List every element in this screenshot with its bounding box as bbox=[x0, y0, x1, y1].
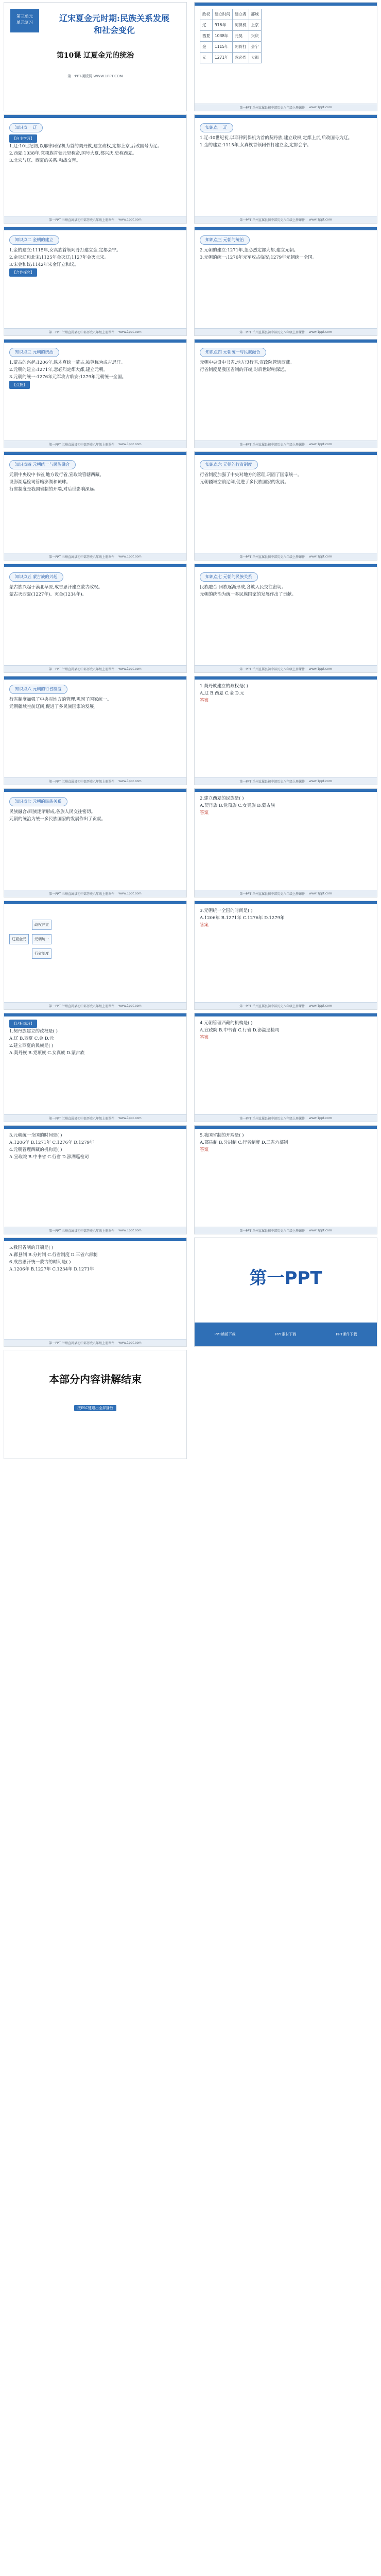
text-line: 1.蒙古的兴起:1206年,铁木真统一蒙古,被尊称为成吉思汗。 bbox=[9, 360, 126, 365]
slide-footer: 第一PPT 兰州直属县初中部历史八年级上册课件 www.1ppt.com bbox=[195, 440, 377, 448]
right-column bbox=[190, 0, 381, 1350]
text-line: 元朝中央设中书省,地方设行省,宣政院管辖西藏。 bbox=[9, 472, 104, 478]
text-line: 1.辽:10世纪初,以耶律阿保机为首的契丹族,建立政权,定都上京,后改国号为辽。 bbox=[9, 144, 162, 149]
ppt-banner bbox=[195, 1323, 377, 1346]
slide-sec6 bbox=[4, 676, 187, 785]
slide-table bbox=[194, 2, 377, 111]
slide-footer: 第一PPT 兰州直属县初中部历史八年级上册课件 www.1ppt.com bbox=[4, 890, 186, 897]
slide-r4 bbox=[194, 339, 377, 448]
text-line: 民族融合:回族逐渐形成,各族人民交往密切。 bbox=[9, 809, 96, 815]
table-cell: 元昊 bbox=[233, 31, 249, 42]
slide-footer: 第一PPT 兰州直属县初中部历史八年级上册课件 www.1ppt.com bbox=[195, 1227, 377, 1234]
ppt-link[interactable]: PPT素材下载 bbox=[275, 1332, 297, 1336]
text-line: 行省制度加强了中央对地方的管理,巩固了国家统一。 bbox=[200, 472, 302, 478]
answer-label: 答案 bbox=[200, 698, 209, 703]
slide-footer: 第一PPT 兰州直属县初中部历史八年级上册课件 www.1ppt.com bbox=[195, 328, 377, 335]
question: 5.我国省制的开端是( ) bbox=[9, 1245, 54, 1250]
slide-footer: 第一PPT 兰州直属县初中部历史八年级上册课件 www.1ppt.com bbox=[4, 440, 186, 448]
slide-mindmap bbox=[4, 901, 187, 1010]
text-line: 1.金的建立:1115年,女真族首领阿骨打建立金,定都会宁。 bbox=[9, 248, 121, 253]
question: 2.建立西夏的民族是( ) bbox=[200, 796, 244, 801]
slide-footer: 第一PPT 兰州直属县初中部历史八年级上册课件 www.1ppt.com bbox=[195, 777, 377, 785]
section-heading: 知识点七 元朝的民族关系 bbox=[200, 572, 258, 582]
exercise-tag: 【达标练习】 bbox=[9, 1020, 37, 1028]
options: A.郡县制 B.分封制 C.行省制度 D.三省六部制 bbox=[9, 1252, 98, 1258]
table-cell: 1115年 bbox=[213, 42, 233, 53]
section-heading: 知识点一 辽 bbox=[9, 123, 43, 132]
slide-footer: 第一PPT 兰州直属县初中部历史八年级上册课件 www.1ppt.com bbox=[4, 216, 186, 223]
mind-center: 辽夏金元 bbox=[9, 934, 29, 944]
question: 2.建立西夏的民族是( ) bbox=[9, 1043, 54, 1048]
slide-r8 bbox=[194, 788, 377, 897]
slide-footer: 第一PPT 兰州直属县初中部历史八年级上册课件 www.1ppt.com bbox=[4, 777, 186, 785]
text-line: 元朝的统治为统一多民族国家的发展作出了贡献。 bbox=[200, 592, 297, 597]
options: A.1206年 B.1227年 C.1234年 D.1271年 bbox=[9, 1267, 94, 1272]
text-line: 3.宋金和议:1142年宋金订立和议。 bbox=[9, 262, 79, 267]
slide-r10 bbox=[194, 1013, 377, 1122]
slide-footer: 第一PPT 兰州直属县初中部历史八年级上册课件 www.1ppt.com bbox=[195, 216, 377, 223]
slide-r7 bbox=[194, 676, 377, 785]
table-row bbox=[200, 20, 262, 31]
point-tag: 【点拨】 bbox=[9, 381, 30, 389]
options: A.1206年 B.1271年 C.1276年 D.1279年 bbox=[9, 1140, 94, 1145]
slide-end bbox=[4, 1350, 187, 1459]
table-cell: 辽 bbox=[200, 20, 213, 31]
mind-node: 政权并立 bbox=[32, 920, 51, 930]
slide-r5 bbox=[194, 451, 377, 561]
text-line: 1.金的建立:1115年,女真族首领阿骨打建立金,定都会宁。 bbox=[200, 143, 311, 148]
table-cell: 阿骨打 bbox=[233, 42, 249, 53]
text-line: 2.西夏:1038年,党项族首领元昊称帝,国号大夏,都兴庆,史称西夏。 bbox=[9, 151, 137, 156]
team-tag: 【合作探究】 bbox=[9, 268, 37, 277]
section-heading: 知识点二 金朝的建立 bbox=[9, 235, 59, 245]
slide-footer: 第一PPT 兰州直属县初中部历史八年级上册课件 www.1ppt.com bbox=[4, 328, 186, 335]
table-cell: 元 bbox=[200, 53, 213, 63]
text-line: 3.北宋与辽、西夏的关系:和战交替。 bbox=[9, 158, 81, 163]
slide-r6 bbox=[194, 564, 377, 673]
table-cell: 兴庆 bbox=[249, 31, 261, 42]
text-line: 蒙古灭西夏(1227年)、灭金(1234年)。 bbox=[9, 592, 87, 597]
slide-footer: 第一PPT 兰州直属县初中部历史八年级上册课件 www.1ppt.com bbox=[4, 1339, 186, 1346]
table-header-row bbox=[200, 9, 262, 20]
options: A.宣政院 B.中书省 C.行省 D.澎湖巡检司 bbox=[200, 1028, 280, 1033]
options: A.郡县制 B.分封制 C.行省制度 D.三省六部制 bbox=[200, 1140, 288, 1145]
table-cell: 大都 bbox=[249, 53, 261, 63]
text-line: 行省制度是我国省制的开端,对后世影响深远。 bbox=[200, 367, 289, 372]
slide-sec3 bbox=[4, 339, 187, 448]
unit-tag-line2: 单元复习 bbox=[16, 20, 33, 25]
table-header: 建立者 bbox=[233, 9, 249, 20]
slide-footer: 第一PPT 兰州直属县初中部历史八年级上册课件 www.1ppt.com bbox=[4, 553, 186, 560]
slide-footer: 第一PPT 兰州直属县初中部历史八年级上册课件 www.1ppt.com bbox=[4, 1114, 186, 1122]
slide-footer: 第一PPT 兰州直属县初中部历史八年级上册课件 www.1ppt.com bbox=[195, 665, 377, 672]
options: A.契丹族 B.党项族 C.女真族 D.蒙古族 bbox=[9, 1050, 85, 1056]
answer-label: 答案 bbox=[200, 1147, 209, 1153]
slide-sec7 bbox=[4, 788, 187, 897]
text-line: 元朝的统治为统一多民族国家的发展作出了贡献。 bbox=[9, 817, 106, 822]
table-header: 政权 bbox=[200, 9, 213, 20]
brand-line: 第一PPT模板网 WWW.1PPT.COM bbox=[67, 74, 123, 78]
slide-r2 bbox=[194, 114, 377, 224]
options: A.1206年 B.1271年 C.1276年 D.1279年 bbox=[200, 916, 285, 921]
ppt-logo: 第一PPT bbox=[249, 1268, 322, 1289]
ppt-link[interactable]: PPT模板下载 bbox=[214, 1332, 236, 1336]
table-cell: 会宁 bbox=[249, 42, 261, 53]
mind-node: 元朝统一 bbox=[32, 934, 51, 944]
slide-exercise-3 bbox=[4, 1238, 187, 1347]
end-text: 本部分内容讲解结束 bbox=[49, 1373, 142, 1385]
question: 3.元朝统一全国的时间是( ) bbox=[200, 908, 253, 913]
table-header: 都城 bbox=[249, 9, 261, 20]
question: 5.我国省制的开端是( ) bbox=[200, 1133, 244, 1138]
table-cell: 金 bbox=[200, 42, 213, 53]
lesson-title: 第10课 辽夏金元的统治 bbox=[56, 52, 134, 60]
slide-footer: 第一PPT 兰州直属县初中部历史八年级上册课件 www.1ppt.com bbox=[195, 553, 377, 560]
unit-tag-line1: 第三单元 bbox=[16, 14, 33, 19]
section-heading: 知识点六 元朝的行省制度 bbox=[200, 460, 258, 469]
answer-label: 答案 bbox=[200, 810, 209, 816]
text-line: 元朝疆域空前辽阔,促进了多民族国家的发展。 bbox=[200, 480, 289, 485]
answer-label: 答案 bbox=[200, 923, 209, 928]
question: 6.成吉思汗统一蒙古的时间是( ) bbox=[9, 1260, 71, 1265]
text-line: 民族融合:回族逐渐形成,各族人民交往密切。 bbox=[200, 585, 286, 590]
slide-r9 bbox=[194, 901, 377, 1010]
text-line: 元朝疆域空前辽阔,促进了多民族国家的发展。 bbox=[9, 704, 98, 709]
unit-title-line1: 辽宋夏金元时期:民族关系发展 bbox=[59, 13, 169, 23]
table-cell: 1038年 bbox=[213, 31, 233, 42]
left-column bbox=[0, 0, 190, 1462]
slide-sec5 bbox=[4, 564, 187, 673]
unit-title-line2: 和社会变化 bbox=[93, 25, 135, 35]
section-heading: 知识点七 元朝的民族关系 bbox=[9, 797, 67, 806]
question: 1.契丹族建立的政权是( ) bbox=[200, 684, 248, 689]
section-heading: 知识点一 辽 bbox=[200, 123, 233, 132]
options: A.契丹族 B.党项族 C.女真族 D.蒙古族 bbox=[200, 803, 275, 808]
section-heading: 知识点五 蒙古族的兴起 bbox=[9, 572, 63, 582]
esc-hint-button[interactable]: 按ESC键退出全屏播放 bbox=[74, 1405, 116, 1411]
slide-r3 bbox=[194, 227, 377, 336]
slide-footer: 第一PPT 兰州直属县初中部历史八年级上册课件 www.1ppt.com bbox=[4, 1002, 186, 1009]
mind-node: 行省制度 bbox=[32, 948, 51, 959]
summary-table bbox=[200, 9, 262, 63]
answer-label: 答案 bbox=[200, 1035, 209, 1040]
table-cell: 西夏 bbox=[200, 31, 213, 42]
text-line: 1.辽:10世纪初,以耶律阿保机为首的契丹族,建立政权,定都上京,后改国号为辽。 bbox=[200, 135, 353, 141]
slide-title bbox=[4, 2, 187, 111]
text-line: 元朝中央设中书省,地方设行省,宣政院管辖西藏。 bbox=[200, 360, 295, 365]
text-line: 3.元朝的统一:1276年元军攻占临安;1279年元朝统一全国。 bbox=[200, 255, 317, 260]
text-line: 行省制度加强了中央对地方的管理,巩固了国家统一。 bbox=[9, 697, 112, 702]
question: 3.元朝统一全国的时间是( ) bbox=[9, 1133, 62, 1138]
slide-ppt-ad bbox=[194, 1238, 377, 1347]
options: A.辽 B.西夏 C.金 D.元 bbox=[9, 1036, 54, 1041]
table-cell: 忽必烈 bbox=[233, 53, 249, 63]
table-cell: 上京 bbox=[249, 20, 261, 31]
section-heading: 知识点四 元朝统一与民族融合 bbox=[9, 460, 76, 469]
options: A.辽 B.西夏 C.金 D.元 bbox=[200, 691, 245, 696]
slide-footer: 第一PPT 兰州直属县初中部历史八年级上册课件 www.1ppt.com bbox=[195, 1002, 377, 1009]
question: 1.契丹族建立的政权是( ) bbox=[9, 1029, 58, 1034]
table-cell: 916年 bbox=[213, 20, 233, 31]
ppt-link[interactable]: PPT课件下载 bbox=[336, 1332, 357, 1336]
text-line: 行省制度是我国省制的开端,对后世影响深远。 bbox=[9, 487, 98, 492]
slide-footer: 第一PPT 兰州直属县初中部历史八年级上册课件 www.1ppt.com bbox=[4, 1227, 186, 1234]
text-line: 3.元朝的统一:1276年元军攻占临安;1279年元朝统一全国。 bbox=[9, 375, 127, 380]
slide-footer: 第一PPT 兰州直属县初中部历史八年级上册课件 www.1ppt.com bbox=[4, 665, 186, 672]
table-cell: 阿保机 bbox=[233, 20, 249, 31]
text-line: 2.元朝的建立:1271年,忽必烈定都大都,建立元朝。 bbox=[9, 367, 108, 372]
slide-exercise-1 bbox=[4, 1013, 187, 1122]
slide-sec2 bbox=[4, 227, 187, 336]
section-heading: 知识点三 元朝的统治 bbox=[9, 348, 59, 357]
table-row bbox=[200, 31, 262, 42]
question: 4.元朝管理西藏的机构是( ) bbox=[9, 1147, 62, 1153]
section-heading: 知识点三 元朝的统治 bbox=[200, 235, 250, 245]
text-line: 蒙古族兴起于漠北草原,成吉思汗建立蒙古政权。 bbox=[9, 585, 103, 590]
slide-sec1 bbox=[4, 114, 187, 224]
slide-footer: 第一PPT 兰州直属县初中部历史八年级上册课件 www.1ppt.com bbox=[195, 890, 377, 897]
mind-map bbox=[9, 920, 181, 959]
text-line: 设澎湖巡检司管辖澎湖和琉球。 bbox=[9, 480, 71, 485]
table-header: 建立时间 bbox=[213, 9, 233, 20]
slide-r11 bbox=[194, 1125, 377, 1234]
table-row bbox=[200, 53, 262, 63]
options: A.宣政院 B.中书省 C.行省 D.澎湖巡检司 bbox=[9, 1155, 89, 1160]
section-heading: 知识点四 元朝统一与民族融合 bbox=[200, 348, 266, 357]
text-line: 2.金灭辽和北宋:1125年金灭辽;1127年金灭北宋。 bbox=[9, 255, 109, 260]
slide-sec4 bbox=[4, 451, 187, 561]
question: 4.元朝管理西藏的机构是( ) bbox=[200, 1021, 253, 1026]
slide-footer: 第一PPT 兰州直属县初中部历史八年级上册课件 www.1ppt.com bbox=[195, 104, 377, 111]
table-cell: 1271年 bbox=[213, 53, 233, 63]
self-study-tag: 【自主学习】 bbox=[9, 134, 37, 143]
slide-footer: 第一PPT 兰州直属县初中部历史八年级上册课件 www.1ppt.com bbox=[195, 1114, 377, 1122]
unit-tag bbox=[10, 9, 39, 32]
table-row bbox=[200, 42, 262, 53]
section-heading: 知识点六 元朝的行省制度 bbox=[9, 685, 67, 694]
slide-exercise-2 bbox=[4, 1125, 187, 1234]
text-line: 2.元朝的建立:1271年,忽必烈定都大都,建立元朝。 bbox=[200, 248, 299, 253]
